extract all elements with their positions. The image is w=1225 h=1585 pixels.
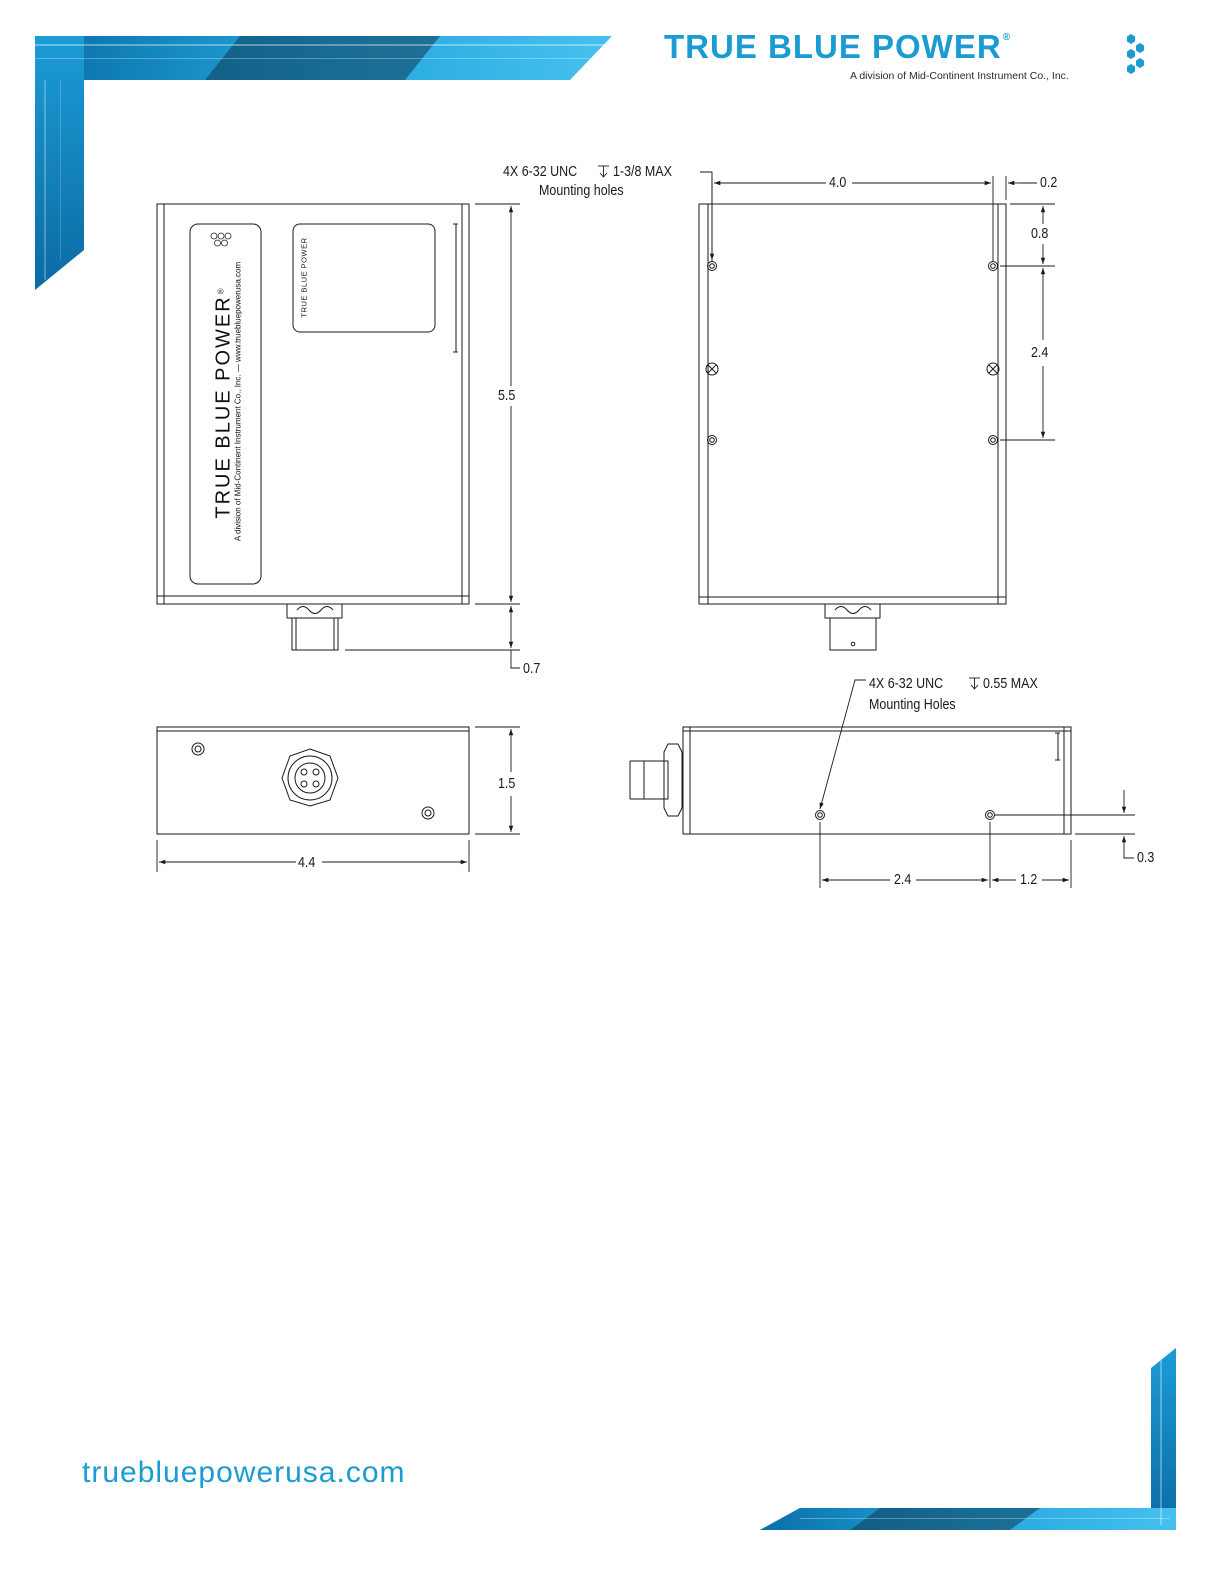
front-label-brand-text: TRUE BLUE POWER: [212, 295, 235, 519]
top-holes-note: Mounting holes: [539, 183, 624, 199]
footer-url[interactable]: truebluepowerusa.com: [82, 1456, 406, 1489]
dim-top-to-hole: 0.8: [1031, 226, 1049, 242]
dim-edge-offset: 0.2: [1040, 175, 1058, 191]
dim-depth: 1.5: [498, 776, 516, 792]
top-holes-callout: 4X 6-32 UNC: [503, 164, 578, 180]
brand-subtitle: A division of Mid-Continent Instrument Co., Inc.: [850, 70, 1069, 82]
dim-hole-spacing-horizontal: 2.4: [894, 872, 912, 888]
front-label-hexagon-icon: [210, 232, 232, 250]
dim-hole-span-width: 4.0: [829, 175, 847, 191]
registered-mark: ®: [1002, 32, 1012, 43]
dim-width: 4.4: [298, 855, 316, 871]
top-view: [699, 204, 1006, 650]
dim-end-to-hole: 1.2: [1020, 872, 1038, 888]
front-label-subtitle: A division of Mid-Continent Instrument Co., Inc. — www.truebluepowerusa.com: [233, 261, 243, 542]
front-label-brand: TRUE BLUE POWER®: [212, 286, 235, 519]
side-view: [630, 727, 1071, 834]
dim-connector: 0.7: [523, 661, 541, 677]
depth-symbol-icon: [598, 166, 980, 689]
dim-hole-spacing-vertical: 2.4: [1031, 345, 1049, 361]
side-holes-depth: 0.55 MAX: [983, 676, 1038, 692]
dim-bottom-to-hole: 0.3: [1137, 850, 1155, 866]
side-holes-callout: 4X 6-32 UNC: [869, 676, 944, 692]
side-holes-note: Mounting Holes: [869, 697, 956, 713]
brand-name: TRUE BLUE POWER: [664, 28, 1002, 65]
top-holes-depth: 1-3/8 MAX: [613, 164, 672, 180]
front-view: [157, 204, 469, 650]
end-view: [157, 727, 469, 834]
small-label-brand: TRUE BLUE POWER: [299, 237, 309, 318]
dim-height: 5.5: [498, 388, 516, 404]
